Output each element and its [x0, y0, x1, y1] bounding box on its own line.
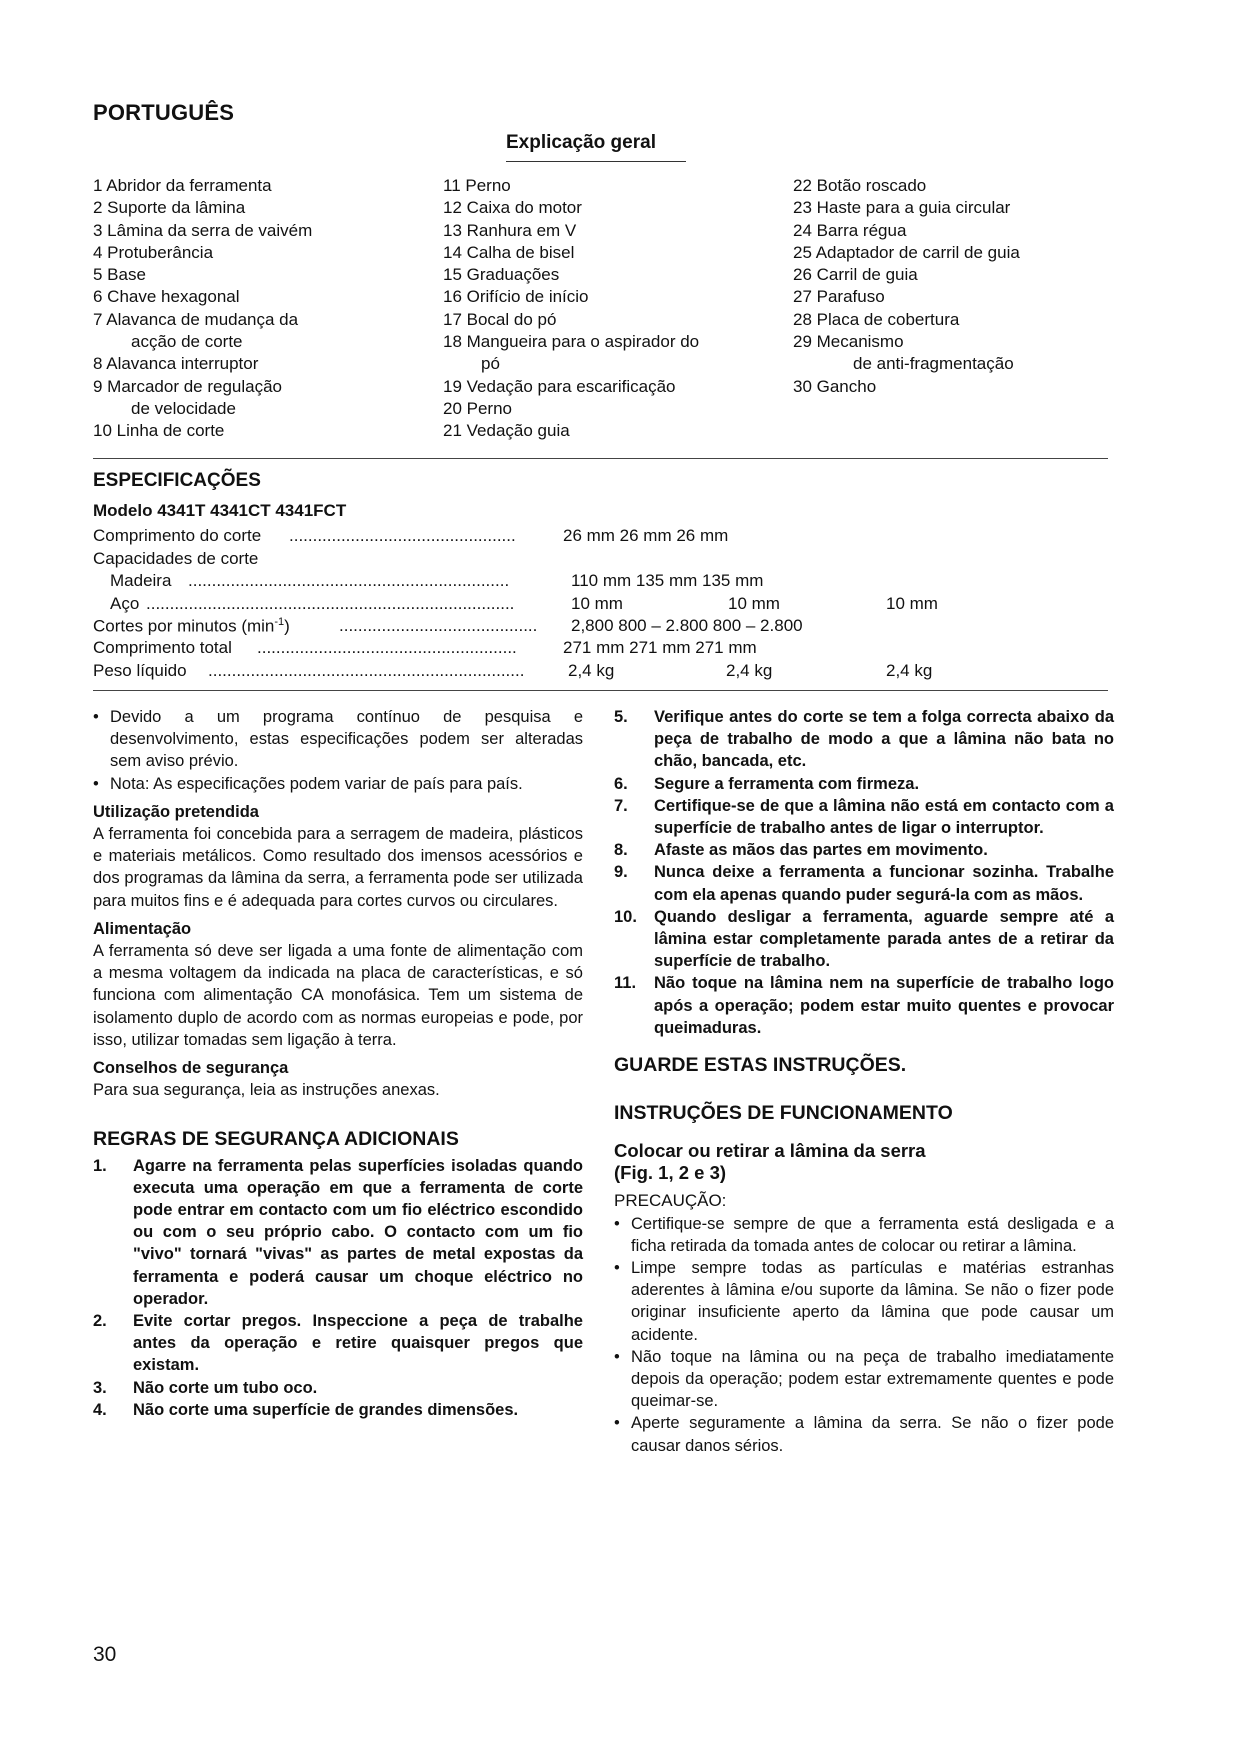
rule-text: Afaste as mãos das partes em movimento. — [654, 841, 988, 860]
part-item: 13 Ranhura em V — [443, 220, 577, 240]
additional-safety-rules-heading: REGRAS DE SEGURANÇA ADICIONAIS — [93, 1128, 459, 1151]
safety-rule-item — [614, 773, 1114, 795]
power-supply-text: A ferramenta só deve ser ligada a uma fonte de alimentação com a mesma voltagem da indicada na placa de características, e só funciona com alimentação CA monofásica. Tem um sistema de isolamento duplo de acordo com as normas europeias e pode, por isso, utilizar tomadas sem ligação à terra. — [93, 942, 583, 1049]
spec-dots: .............................................................................. — [146, 594, 515, 613]
divider — [93, 690, 1108, 691]
part-item: 4 Protuberância — [93, 242, 214, 262]
part-item: 8 Alavanca interruptor — [93, 354, 259, 374]
caution-bullet: • Aperte seguramente a lâmina da serra. Se não o fizer pode causar danos sérios. — [614, 1412, 1114, 1456]
power-supply-heading: Alimentação — [93, 919, 192, 938]
right-column — [614, 706, 1114, 1457]
spec-capacities-label: Capacidades de corte — [93, 549, 259, 568]
rule-number: 3. — [93, 1378, 107, 1397]
part-item: 9 Marcador de regulação — [93, 376, 283, 396]
divider — [93, 458, 1108, 459]
keep-instructions-heading: GUARDE ESTAS INSTRUÇÕES. — [614, 1054, 907, 1077]
left-column — [93, 706, 583, 1421]
rule-text: Não corte um tubo oco. — [133, 1378, 318, 1397]
part-item: 16 Orifício de início — [443, 287, 589, 307]
part-item: 11 Perno — [443, 176, 511, 195]
general-explanation-heading: Explicação geral — [506, 132, 656, 153]
part-item: 15 Graduações — [443, 265, 560, 285]
part-item-continued: acção de corte — [131, 332, 243, 352]
part-item: 10 Linha de corte — [93, 421, 225, 441]
language-heading: PORTUGUÊS — [93, 100, 235, 125]
rule-text: Segure a ferramenta com firmeza. — [654, 774, 920, 793]
spec-weight-value-3: 2,4 kg — [886, 661, 933, 680]
rule-number: 9. — [614, 863, 628, 882]
rule-number: 11. — [614, 974, 637, 993]
part-item: 24 Barra régua — [793, 220, 907, 240]
heading-underline — [506, 161, 686, 162]
rule-text: Não toque na lâmina nem na superfície de trabalho logo após a operação; podem estar muito quentes e provocar queimaduras. — [654, 974, 1114, 1037]
part-item: 17 Bocal do pó — [443, 309, 557, 329]
part-item: 23 Haste para a guia circular — [793, 198, 1011, 218]
caution-bullet: • Não toque na lâmina ou na peça de trabalho imediatamente depois da operação; podem estar extremamente quentes e pode queimar-se. — [614, 1346, 1114, 1413]
intended-use-text: A ferramenta foi concebida para a serragem de madeira, plásticos e materiais metálicos. Como resultado dos imensos acessórios e dos programas da lâmina da serra, a ferramenta pode ser utilizada para muitos fins e é adequada para cortes curvos ou circulares. — [93, 825, 583, 910]
blade-install-heading — [614, 1140, 1114, 1184]
spec-total-length-values: 271 mm 271 mm 271 mm — [563, 638, 757, 657]
spec-dots: .................................................................... — [188, 571, 510, 590]
spec-steel-label: Aço — [110, 594, 140, 613]
rule-number: 4. — [93, 1400, 107, 1419]
spec-dots: ................................................ — [289, 526, 516, 545]
rule-text: Agarre na ferramenta pelas superfícies isoladas quando executa uma operação em que a ferramenta de corte pode entrar em contacto com um fio eléctrico escondido ou com o seu próprio cabo. O contacto com um fio "vivo" tornará "vivas" as partes de metal expostas da ferramenta e poderá causar um choque eléctrico no operador. — [133, 1156, 583, 1308]
spec-dots: ....................................................... — [257, 638, 517, 657]
spec-weight-label: Peso líquido — [93, 661, 187, 680]
spec-cut-length-label: Comprimento do corte — [93, 526, 262, 545]
safety-rule-item — [93, 1377, 583, 1399]
spec-model-line: Modelo 4341T 4341CT 4341FCT — [93, 501, 347, 520]
blade-install-heading-line-2: (Fig. 1, 2 e 3) — [614, 1162, 727, 1184]
rule-number: 7. — [614, 796, 628, 815]
part-item: 2 Suporte da lâmina — [93, 198, 246, 218]
spec-note-bullet: • Nota: As especificações podem variar de país para país. — [93, 773, 583, 795]
spec-wood-values: 110 mm 135 mm 135 mm — [571, 571, 764, 590]
part-item-continued: de velocidade — [131, 398, 236, 418]
part-item: 27 Parafuso — [793, 287, 885, 307]
spec-strokes-label-text: Cortes por minutos (min — [93, 616, 275, 636]
part-item: 5 Base — [93, 265, 146, 285]
rule-number: 1. — [93, 1156, 107, 1175]
rule-text: Nunca deixe a ferramenta a funcionar sozinha. Trabalhe com ela apenas quando puder segurá-la com as mãos. — [654, 863, 1114, 904]
safety-rule-item — [614, 839, 1114, 861]
part-item: 6 Chave hexagonal — [93, 287, 240, 307]
safety-rule-item — [93, 1399, 583, 1421]
safety-rule-item — [93, 1155, 583, 1310]
spec-strokes-unit-exponent: -1 — [274, 616, 285, 628]
spec-weight-value-1: 2,4 kg — [568, 661, 615, 680]
spec-cut-length-values: 26 mm 26 mm 26 mm — [563, 526, 729, 545]
parts-list-column-3 — [793, 175, 1020, 398]
part-item: 29 Mecanismo — [793, 332, 904, 352]
rule-number: 8. — [614, 841, 628, 860]
part-item: 12 Caixa do motor — [443, 198, 582, 218]
part-item-continued: de anti-fragmentação — [853, 354, 1014, 374]
part-item: 26 Carril de guia — [793, 265, 918, 285]
rule-number: 6. — [614, 774, 628, 793]
part-item: 7 Alavanca de mudança da — [93, 309, 299, 329]
spec-note-bullet: • Devido a um programa contínuo de pesquisa e desenvolvimento, estas especificações podem ser alteradas sem aviso prévio. — [93, 706, 583, 773]
part-item: 20 Perno — [443, 398, 512, 418]
safety-rule-item — [614, 861, 1114, 905]
spec-strokes-label-close: ) — [284, 616, 290, 636]
spec-wood-label: Madeira — [110, 571, 172, 590]
part-item: 25 Adaptador de carril de guia — [793, 242, 1020, 262]
part-item: 28 Placa de cobertura — [793, 309, 960, 329]
safety-advice-text: Para sua segurança, leia as instruções anexas. — [93, 1081, 440, 1100]
caution-bullet: • Certifique-se sempre de que a ferramenta está desligada e a ficha retirada da tomada antes de colocar ou retirar a lâmina. — [614, 1213, 1114, 1257]
rule-text: Evite cortar pregos. Inspeccione a peça de trabalhe antes da operação e retire quaisquer pregos que existam. — [133, 1312, 583, 1375]
part-item: 3 Lâmina da serra de vaivém — [93, 220, 313, 240]
specifications-heading: ESPECIFICAÇÕES — [93, 470, 261, 491]
part-item: 21 Vedação guia — [443, 421, 570, 441]
caution-bullet: • Limpe sempre todas as partículas e matérias estranhas aderentes à lâmina e/ou suporte da lâmina. Se não o fizer pode originar insuficiente aperto da lâmina que pode causar um acidente. — [614, 1257, 1114, 1346]
safety-rule-item — [614, 795, 1114, 839]
spec-steel-value-2: 10 mm — [728, 594, 780, 613]
intended-use-heading: Utilização pretendida — [93, 802, 259, 821]
rule-number: 5. — [614, 708, 628, 726]
spec-total-length-label: Comprimento total — [93, 638, 232, 657]
rule-text: Quando desligar a ferramenta, aguarde sempre até a lâmina estar completamente parada antes de a retirar da superfície de trabalho. — [654, 907, 1114, 971]
rule-number: 10. — [614, 907, 637, 926]
part-item: 19 Vedação para escarificação — [443, 376, 676, 396]
part-item-continued: pó — [481, 354, 500, 374]
parts-list-column-1 — [93, 175, 312, 443]
part-item: 30 Gancho — [793, 376, 877, 396]
part-item: 1 Abridor da ferramenta — [93, 176, 272, 195]
spec-dots: ................................................................... — [208, 661, 525, 680]
spec-strokes-values: 2,800 800 – 2.800 800 – 2.800 — [571, 616, 803, 635]
blade-install-heading-line-1: Colocar ou retirar a lâmina da serra — [614, 1140, 926, 1162]
part-item: 18 Mangueira para o aspirador do — [443, 332, 700, 352]
safety-rule-item — [614, 972, 1114, 1039]
spec-steel-value-1: 10 mm — [571, 594, 623, 613]
safety-rule-item — [614, 706, 1114, 773]
safety-advice-heading: Conselhos de segurança — [93, 1059, 289, 1078]
operating-instructions-heading: INSTRUÇÕES DE FUNCIONAMENTO — [614, 1102, 953, 1125]
rule-number: 2. — [93, 1312, 107, 1331]
spec-weight-value-2: 2,4 kg — [726, 661, 773, 680]
safety-rule-item — [614, 906, 1114, 973]
rule-text: Não corte uma superfície de grandes dimensões. — [133, 1400, 519, 1419]
page-number: 30 — [93, 1643, 117, 1666]
parts-list-column-2 — [443, 175, 699, 443]
caution-label: PRECAUÇÃO: — [614, 1191, 727, 1211]
spec-strokes-label — [93, 616, 290, 637]
part-item: 22 Botão roscado — [793, 176, 927, 195]
rule-text: Verifique antes do corte se tem a folga correcta abaixo da peça de trabalho de modo a que a lâmina não bata no chão, bancada, etc. — [654, 708, 1114, 771]
part-item: 14 Calha de bisel — [443, 242, 575, 262]
rule-text: Certifique-se de que a lâmina não está em contacto com a superfície de trabalho antes de ligar o interruptor. — [654, 796, 1114, 838]
spec-dots: .......................................... — [339, 616, 538, 635]
spec-steel-value-3: 10 mm — [886, 594, 938, 613]
safety-rule-item — [93, 1310, 583, 1377]
